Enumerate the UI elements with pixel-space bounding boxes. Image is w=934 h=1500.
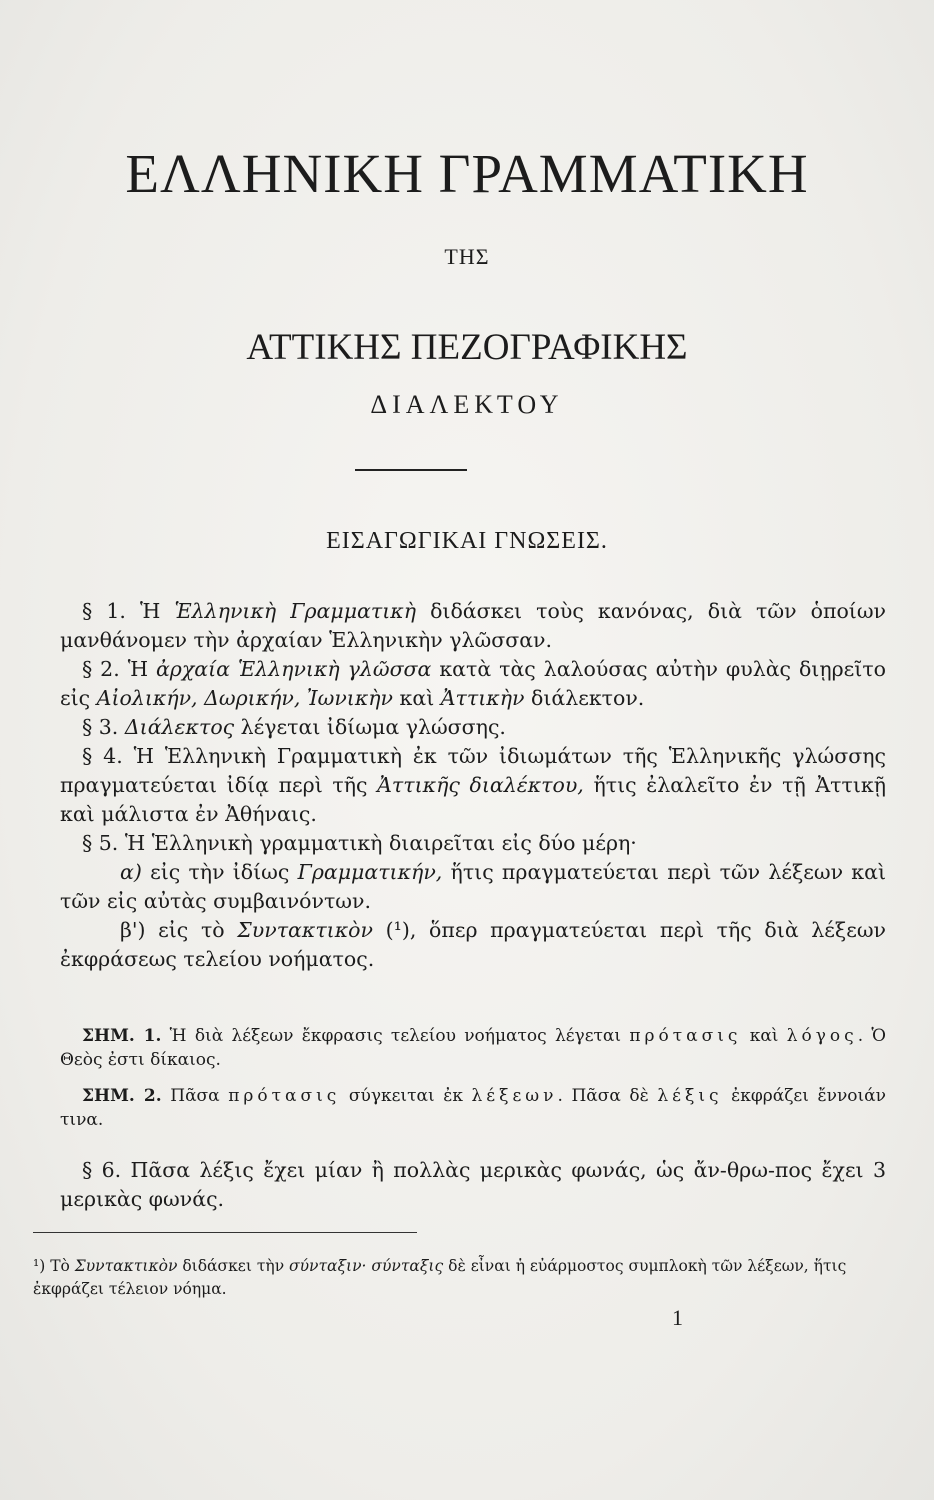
footnote-marker: ¹) bbox=[33, 1257, 46, 1275]
paragraph-1: § 1. Ἡ Ἑλληνικὴ Γραμματικὴ διδάσκει τοὺς κανόνας, διὰ τῶν ὁποίων μανθάνομεν τὴν ἀρχαίαν Ἑλληνικὴν γλῶσσαν. bbox=[60, 599, 887, 652]
title-article: ΤΗΣ bbox=[444, 244, 490, 269]
note-2: ΣΗΜ. 2. Πᾶσα πρότασις σύγκειται ἐκ λέξεων. Πᾶσα δὲ λέξις ἐκφράζει ἔννοιάν τινα. bbox=[60, 1086, 886, 1130]
section-number: § 1. bbox=[82, 599, 126, 623]
book-title: ΕΛΛΗΝΙΚΗ ΓΡΑΜΜΑΤΙΚΗ bbox=[125, 143, 809, 204]
note-1: ΣΗΜ. 1. Ἡ διὰ λέξεων ἔκφρασις τελείου νοήματος λέγεται πρότασις καὶ λόγος. Ὁ Θεὸς ἐστι δίκαιος. bbox=[60, 1026, 887, 1070]
footnote-divider bbox=[33, 1232, 417, 1233]
section-number: § 4. bbox=[82, 744, 123, 768]
section-number: § 5. bbox=[82, 831, 119, 855]
paragraph-5b: β') εἰς τὸ Συντακτικὸν (¹), ὅπερ πραγματεύεται περὶ τῆς διὰ λέξεων ἐκφράσεως τελείου νοήματος. bbox=[60, 918, 887, 971]
book-subtitle: ΑΤΤΙΚΗΣ ΠΕΖΟΓΡΑΦΙΚΗΣ bbox=[246, 327, 688, 368]
notes bbox=[60, 1024, 886, 1132]
footnote-reference[interactable]: (¹), bbox=[372, 918, 417, 942]
note-label: ΣΗΜ. 1. bbox=[82, 1026, 162, 1046]
paragraph-4: § 4. Ἡ Ἑλληνικὴ Γραμματικὴ ἐκ τῶν ἰδιωμάτων τῆς Ἑλληνικῆς γλώσσης πραγματεύεται ἰδίᾳ περὶ τῆς Ἀττικῆς διαλέκτου, ἥτις ἐλαλεῖτο ἐν τῇ Ἀττικῇ καὶ μάλιστα ἐν Ἀθήναις. bbox=[60, 744, 886, 826]
title-divider bbox=[355, 469, 467, 471]
paragraph-6: § 6. Πᾶσα λέξις ἔχει μίαν ἢ πολλὰς μερικὰς φωνάς, ὡς ἄν-θρω-πος ἔχει 3 μερικὰς φωνάς. bbox=[60, 1158, 886, 1211]
note-label: ΣΗΜ. 2. bbox=[82, 1086, 162, 1106]
main-text bbox=[60, 597, 886, 974]
footnote: ¹) Τὸ Συντακτικὸν διδάσκει τὴν σύνταξιν· σύνταξις δὲ εἶναι ἡ εὐάρμοστος συμπλοκὴ τῶν λέξεων, ἥτις ἐκφράζει τέλειον νόημα. bbox=[33, 1257, 847, 1298]
paragraph-5: § 5. Ἡ Ἑλληνικὴ γραμματικὴ διαιρεῖται εἰς δύο μέρη· bbox=[82, 831, 637, 855]
paragraph-6-block bbox=[60, 1156, 886, 1214]
paragraph-3: § 3. Διάλεκτος λέγεται ἰδίωμα γλώσσης. bbox=[82, 715, 506, 739]
paragraph-2: § 2. Ἡ ἀρχαία Ἑλληνικὴ γλῶσσα κατὰ τὰς λαλούσας αὐτὴν φυλὰς διῃρεῖτο εἰς Αἰολικήν, Δωρικήν, Ἰωνικὴν καὶ Ἀττικὴν διάλεκτον. bbox=[60, 657, 887, 710]
page-number: 1 bbox=[672, 1305, 683, 1330]
section-number: § 3. bbox=[82, 715, 119, 739]
book-subtitle-dialect: ΔΙΑΛΕΚΤΟΥ bbox=[370, 390, 564, 419]
section-number: § 6. bbox=[82, 1158, 122, 1182]
paragraph-5a: α) εἰς τὴν ἰδίως Γραμματικήν, ἥτις πραγματεύεται περὶ τῶν λέξεων καὶ τῶν εἰς αὐτὰς συμβαινόντων. bbox=[60, 860, 886, 913]
section-number: § 2. bbox=[82, 657, 120, 681]
section-heading: ΕΙΣΑΓΩΓΙΚΑΙ ΓΝΩΣΕΙΣ. bbox=[326, 528, 608, 554]
